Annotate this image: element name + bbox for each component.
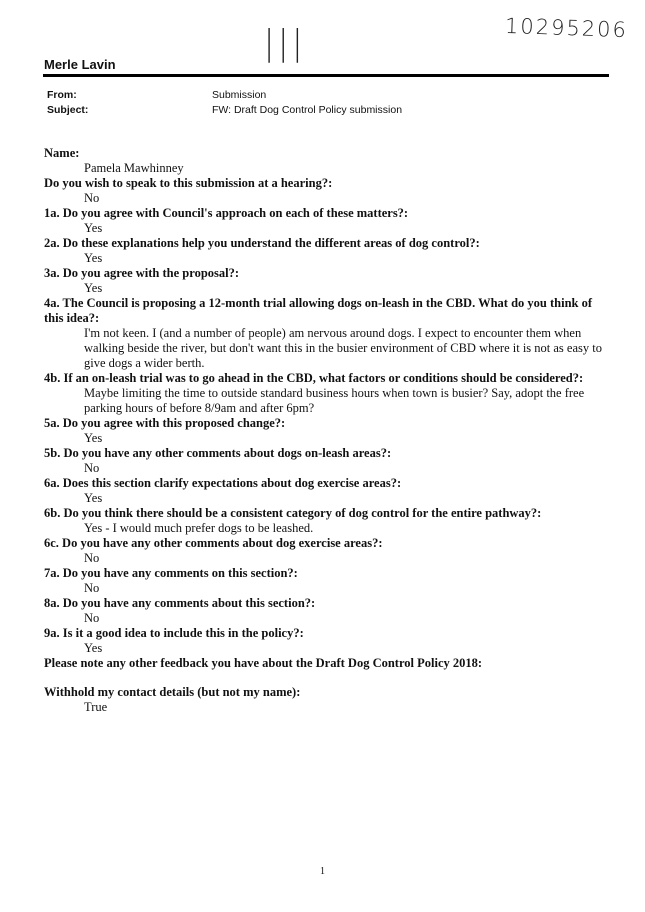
question-5a: 5a. Do you agree with this proposed change?: — [44, 416, 286, 430]
answer-9a: Yes — [84, 641, 103, 655]
question-8a: 8a. Do you have any comments about this section?: — [44, 596, 316, 610]
header-divider — [43, 74, 609, 77]
question-6b: 6b. Do you think there should be a consistent category of dog control for the entire pathway?: — [44, 506, 542, 520]
answer-4a: I'm not keen. I (and a number of people) am nervous around dogs. I expect to encounter them when walking beside the river, but don't want this in the busier environment of CBD where it is not as easy to give dogs a wider berth. — [84, 326, 602, 370]
from-label: From: — [47, 89, 77, 101]
answer-2a: Yes — [84, 251, 103, 265]
email-sender-name: Merle Lavin — [44, 57, 116, 72]
handwritten-reference-number: 10295206 — [504, 13, 629, 43]
question-4b: 4b. If an on-leash trial was to go ahead in the CBD, what factors or conditions should be considered?: — [44, 371, 584, 385]
question-3a: 3a. Do you agree with the proposal?: — [44, 266, 240, 280]
question-4a: 4a. The Council is proposing a 12-month trial allowing dogs on-leash in the CBD. What do you think of this idea?: — [44, 296, 593, 325]
answer-7a: No — [84, 581, 100, 595]
withhold-details-label: Withhold my contact details (but not my name): — [44, 685, 301, 699]
answer-5a: Yes — [84, 431, 103, 445]
question-7a: 7a. Do you have any comments on this section?: — [44, 566, 298, 580]
question-6a: 6a. Does this section clarify expectations about dog exercise areas?: — [44, 476, 402, 490]
question-6c: 6c. Do you have any other comments about dog exercise areas?: — [44, 536, 383, 550]
handwritten-tally-mark: ||| — [264, 23, 307, 64]
subject-value: FW: Draft Dog Control Policy submission — [212, 104, 403, 116]
answer-hearing: No — [84, 191, 100, 205]
name-value: Pamela Mawhinney — [84, 161, 184, 175]
question-5b: 5b. Do you have any other comments about dogs on-leash areas?: — [44, 446, 392, 460]
name-label: Name: — [44, 146, 80, 160]
answer-6a: Yes — [84, 491, 103, 505]
answer-3a: Yes — [84, 281, 103, 295]
other-feedback-label: Please note any other feedback you have about the Draft Dog Control Policy 2018: — [44, 656, 483, 670]
from-value: Submission — [212, 89, 267, 101]
answer-6c: No — [84, 551, 100, 565]
submission-form — [44, 146, 614, 715]
question-9a: 9a. Is it a good idea to include this in the policy?: — [44, 626, 304, 640]
answer-5b: No — [84, 461, 100, 475]
answer-8a: No — [84, 611, 100, 625]
withhold-details-value: True — [84, 700, 108, 714]
page-number: 1 — [320, 866, 325, 877]
answer-1a: Yes — [84, 221, 103, 235]
question-hearing: Do you wish to speak to this submission at a hearing?: — [44, 176, 333, 190]
question-1a: 1a. Do you agree with Council's approach on each of these matters?: — [44, 206, 409, 220]
answer-6b: Yes - I would much prefer dogs to be leashed. — [84, 521, 314, 535]
answer-4b: Maybe limiting the time to outside standard business hours when town is busier? Say, adopt the free parking hours of before 8/9am and after 6pm? — [84, 386, 585, 415]
subject-label: Subject: — [47, 104, 89, 116]
question-2a: 2a. Do these explanations help you understand the different areas of dog control?: — [44, 236, 480, 250]
